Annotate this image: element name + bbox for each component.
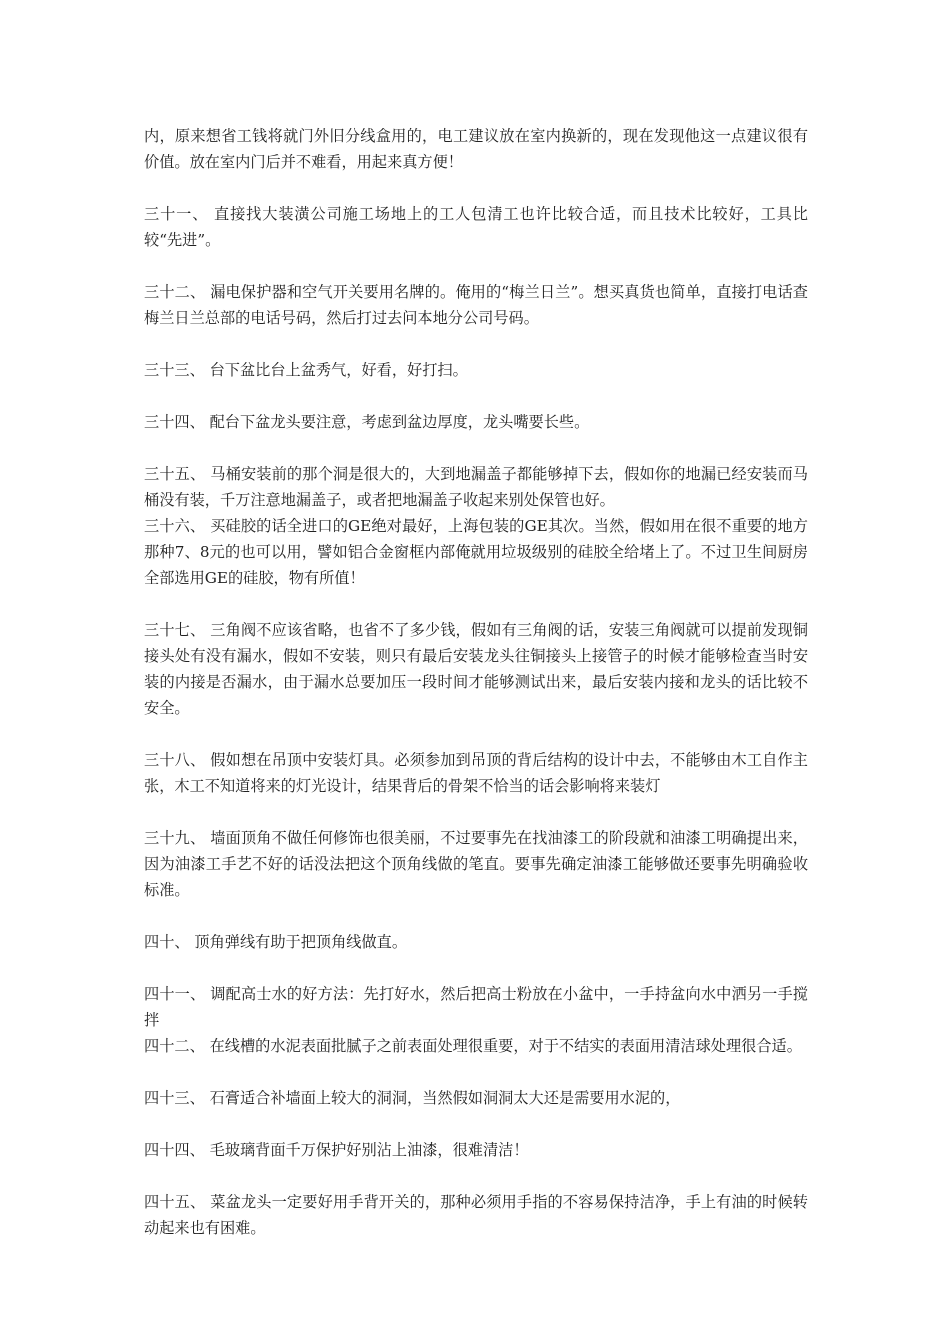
paragraph-item-44: 四十四、 毛玻璃背面千万保护好别沾上油漆，很难清洁！: [144, 1141, 529, 1159]
paragraph-item-37: 三十七、 三角阀不应该省略，也省不了多少钱，假如有三角阀的话，安装三角阀就可以提前发现铜接头处有没有漏水，假如不安装，则只有最后安装龙头往铜接头上接管子的时候才能够检查当时安装的内接是否漏水，由于漏水总要加压一段时间才能够测试出来，最后安装内接和龙头的话比较不安全。: [144, 621, 808, 717]
paragraph-item-32: 三十二、 漏电保护器和空气开关要用名牌的。俺用的“梅兰日兰”。想买真货也简单，直接打电话查梅兰日兰总部的电话号码，然后打过去问本地分公司号码。: [144, 283, 808, 327]
paragraph-gap: [144, 435, 808, 461]
paragraph-item-43: 四十三、 石膏适合补墙面上较大的洞洞，当然假如洞洞太大还是需要用水泥的，: [144, 1089, 681, 1107]
paragraph-gap: [144, 955, 808, 981]
paragraph-item-36: 三十六、 买硅胶的话全进口的GE绝对最好，上海包装的GE其次。当然，假如用在很不重要的地方那种7、8元的也可以用，譬如铝合金窗框内部俺就用垃圾级别的硅胶全给堵上了。不过卫生间厨房全部选用GE的硅胶，物有所值！: [144, 517, 808, 587]
paragraph-item-34: 三十四、 配台下盆龙头要注意，考虑到盆边厚度，龙头嘴要长些。: [144, 413, 590, 431]
paragraph-item-45: 四十五、 菜盆龙头一定要好用手背开关的，那种必须用手指的不容易保持洁净，手上有油的时候转动起来也有困难。: [144, 1193, 808, 1237]
paragraph-item-42: 四十二、 在线槽的水泥表面批腻子之前表面处理很重要，对于不结实的表面用清洁球处理很合适。: [144, 1037, 802, 1055]
paragraph-item-39: 三十九、 墙面顶角不做任何修饰也很美丽，不过要事先在找油漆工的阶段就和油漆工明确提出来，因为油漆工手艺不好的话没法把这个顶角线做的笔直。要事先确定油漆工能够做还要事先明确验收标准。: [144, 829, 808, 899]
paragraph-item-41: 四十一、 调配高士水的好方法：先打好水，然后把高士粉放在小盆中，一手持盆向水中洒另一手搅拌: [144, 985, 808, 1029]
paragraph-gap: [144, 1111, 808, 1137]
paragraph-item-35: 三十五、 马桶安装前的那个洞是很大的，大到地漏盖子都能够掉下去，假如你的地漏已经安装而马桶没有装，千万注意地漏盖子，或者把地漏盖子收起来别处保管也好。: [144, 465, 808, 509]
document-body: [144, 123, 808, 1241]
paragraph-gap: [144, 175, 808, 201]
paragraph-item-40: 四十、 顶角弹线有助于把顶角线做直。: [144, 933, 408, 951]
paragraph-gap: [144, 1059, 808, 1085]
paragraph-gap: [144, 799, 808, 825]
paragraph-gap: [144, 721, 808, 747]
paragraph-item-38: 三十八、 假如想在吊顶中安装灯具。必须参加到吊顶的背后结构的设计中去，不能够由木工自作主张，木工不知道将来的灯光设计，结果背后的骨架不恰当的话会影响将来装灯: [144, 751, 808, 795]
paragraph-gap: [144, 253, 808, 279]
paragraph-gap: [144, 591, 808, 617]
paragraph-gap: [144, 903, 808, 929]
paragraph-gap: [144, 383, 808, 409]
paragraph-item-31: 三十一、 直接找大装潢公司施工场地上的工人包清工也许比较合适，而且技术比较好，工具比较“先进”。: [144, 205, 808, 249]
paragraph-continuation: 内，原来想省工钱将就门外旧分线盒用的，电工建议放在室内换新的，现在发现他这一点建议很有价值。放在室内门后并不难看，用起来真方便！: [144, 127, 808, 171]
paragraph-item-33: 三十三、 台下盆比台上盆秀气，好看，好打扫。: [144, 361, 468, 379]
paragraph-gap: [144, 331, 808, 357]
paragraph-gap: [144, 1163, 808, 1189]
